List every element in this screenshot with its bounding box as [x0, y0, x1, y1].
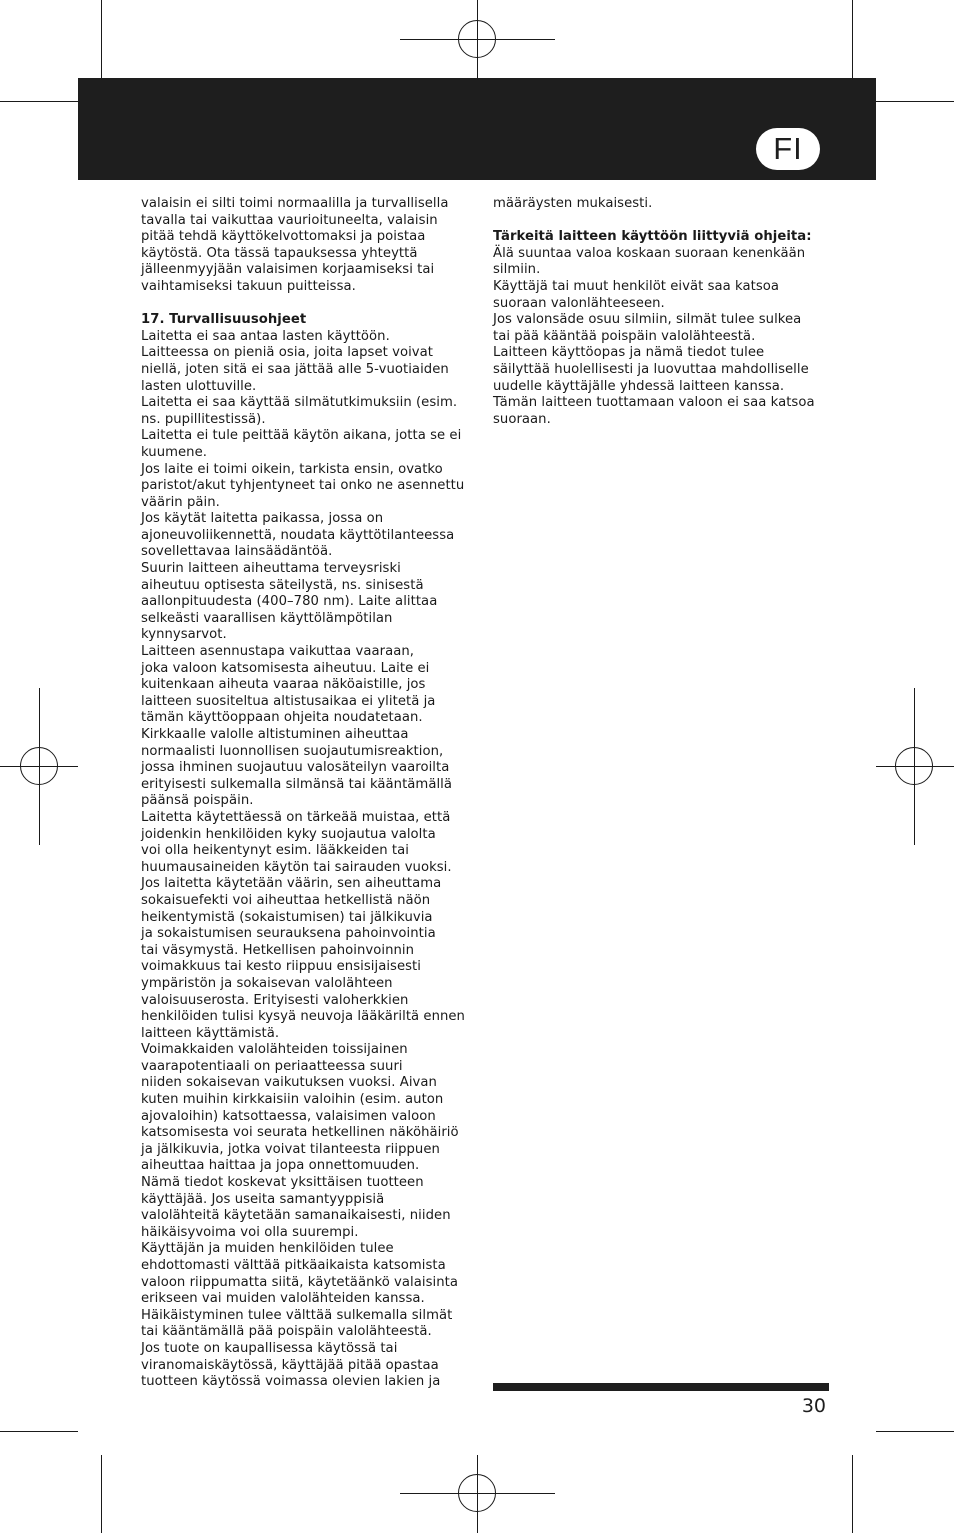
text-line: laitteen käyttämistä. — [141, 1025, 280, 1041]
text-line: valaisin ei silti toimi normaalilla ja turvallisella — [141, 196, 449, 211]
text-line: säilyttää huolellisesti ja luovuttaa mahdolliselle — [493, 361, 809, 377]
footer-rule — [493, 1383, 829, 1391]
safety-instructions — [141, 329, 486, 1391]
text-line: sovellettavaa lainsäädäntöä. — [141, 544, 333, 560]
text-line: lasten ulottuville. — [141, 378, 257, 394]
text-line: käyttäjää. Jos useita samantyyppisiä — [141, 1191, 385, 1207]
registration-circle — [895, 747, 933, 785]
text-line: Kirkkaalle valolle altistuminen aiheuttaa — [141, 727, 409, 742]
text-line: tavalla tai vaikuttaa vaurioituneelta, valaisin — [141, 212, 438, 228]
text-line: Laitetta ei saa käyttää silmätutkimuksiin (esim. — [141, 395, 458, 411]
text-line: kynnysarvot. — [141, 627, 227, 643]
text-line: joidenkin henkilöiden kyky suojautua valolta — [141, 826, 436, 842]
text-line: ja sokaistumisen seurauksena pahoinvointia — [141, 926, 436, 942]
text-line: Voimakkaiden valolähteiden toissijainen — [141, 1042, 408, 1058]
text-line: heikentymistä (sokaistumisen) tai jälkikuvia — [141, 909, 433, 925]
paragraph-gap — [141, 296, 486, 313]
text-line: sokaisuefekti voi aiheuttaa hetkellistä näön — [141, 892, 431, 908]
text-line: Älä suuntaa valoa koskaan suoraan kenenkään — [493, 245, 806, 261]
text-line: väärin päin. — [141, 494, 220, 510]
text-line: Jos valonsäde osuu silmiin, silmät tulee sulkea — [493, 312, 802, 328]
text-line: Tämän laitteen tuottamaan valoon ei saa katsoa — [493, 395, 815, 411]
text-line: jälleenmyyjään valaisimen korjaamiseksi tai — [141, 262, 435, 278]
text-line: silmiin. — [493, 262, 541, 278]
section-heading: Tärkeitä laitteen käyttöön liittyviä ohjeita: — [493, 229, 812, 245]
language-badge: FI — [756, 128, 820, 170]
text-line: ajoneuvoliikennettä, noudata käyttötilanteessa — [141, 527, 455, 543]
text-line: ympäristön ja sokaisevan valolähteen — [141, 975, 393, 991]
text-line: tai väsymystä. Hetkellisen pahoinvoinnin — [141, 942, 415, 958]
text-line: vaarapotentiaali on periaatteessa suuri — [141, 1058, 403, 1074]
text-line: aiheutuu optisesta säteilystä, ns. sinisestä — [141, 577, 424, 593]
text-line: uudelle käyttäjälle yhdessä laitteen kanssa. — [493, 378, 785, 394]
text-line: tuotteen käytössä voimassa olevien lakien ja — [141, 1374, 441, 1390]
text-line: Häikäistyminen tulee välttää sulkemalla silmät — [141, 1307, 453, 1323]
crop-mark — [0, 101, 78, 102]
text-line: selkeästi vaarallisen käyttölämpötilan — [141, 610, 393, 626]
text-line: Laitteessa on pieniä osia, joita lapset voivat — [141, 345, 433, 361]
text-line: henkilöiden tulisi kysyä neuvoja lääkäriltä ennen — [141, 1009, 465, 1025]
text-line: erityisesti sulkemalla silmänsä tai kääntämällä — [141, 776, 453, 792]
text-line: erikseen vai muiden valolähteiden kanssa. — [141, 1291, 425, 1307]
text-line: Laitetta ei saa antaa lasten käyttöön. — [141, 328, 390, 344]
continuation-line: määräysten mukaisesti. — [493, 196, 653, 211]
text-line: Laitteen käyttöopas ja nämä tiedot tulee — [493, 345, 765, 361]
text-line: aallonpituudesta (400–780 nm). Laite alittaa — [141, 594, 438, 610]
crop-mark — [852, 1455, 853, 1533]
crop-mark — [0, 1431, 78, 1432]
text-line: ns. pupillitestissä). — [141, 411, 266, 427]
text-line: suoraan. — [493, 411, 551, 427]
text-line: Jos tuote on kaupallisessa käytössä tai — [141, 1340, 398, 1356]
text-line: Jos laite ei toimi oikein, tarkista ensin, ovatko — [141, 461, 443, 477]
text-line: suoraan valonlähteeseen. — [493, 295, 665, 311]
text-line: viranomaiskäytössä, käyttäjää pitää opastaa — [141, 1357, 439, 1373]
crop-mark — [101, 1455, 102, 1533]
text-line: pitää tehdä käyttökelvottomaksi ja poistaa — [141, 229, 426, 245]
text-line: kuten muihin kirkkaisiin valoihin (esim. auton — [141, 1092, 444, 1108]
section-heading: 17. Turvallisuusohjeet — [141, 312, 307, 328]
text-line: aiheuttaa haittaa ja jopa onnettomuuden. — [141, 1158, 420, 1174]
right-column — [493, 196, 833, 428]
text-line: laitteen suositeltua altistusaikaa ei ylitetä ja — [141, 693, 436, 709]
text-line: Nämä tiedot koskevat yksittäisen tuotteen — [141, 1175, 424, 1191]
text-line: ajovaloihin) katsottaessa, valaisimen valoon — [141, 1108, 436, 1124]
text-line: ja jälkikuvia, jotka voivat tilanteesta riippuen — [141, 1141, 440, 1157]
page-number: 30 — [801, 1395, 826, 1417]
usage-instructions — [493, 246, 833, 429]
text-line: Jos käytät laitetta paikassa, jossa on — [141, 511, 384, 527]
text-line: päänsä poispäin. — [141, 793, 254, 809]
text-line: ehdottomasti välttää pitkäaikaista katsomista — [141, 1258, 446, 1273]
text-line: Laitteen asennustapa vaikuttaa vaaraan, — [141, 644, 415, 660]
crop-mark — [852, 0, 853, 78]
text-line: Suurin laitteen aiheuttama terveysriski — [141, 561, 401, 577]
text-line: voimakkuus tai kesto riippuu ensisijaisesti — [141, 959, 421, 975]
text-line: niiden sokaisevan vaikutuksen vuoksi. Aivan — [141, 1075, 437, 1091]
text-line: joka valoon katsomisesta aiheutuu. Laite ei — [141, 660, 430, 676]
text-line: valolähteitä käytetään samanaikaisesti, niiden — [141, 1208, 451, 1224]
text-line: huumausaineiden käytön tai sairauden vuoksi. — [141, 859, 452, 875]
crop-mark — [876, 101, 954, 102]
text-line: Laitetta ei tule peittää käytön aikana, jotta se ei — [141, 428, 462, 444]
registration-circle — [20, 747, 58, 785]
crop-mark — [876, 1431, 954, 1432]
text-line: Jos laitetta käytetään väärin, sen aiheuttama — [141, 876, 442, 892]
header-bar — [78, 78, 876, 180]
text-line: niellä, joten sitä ei saa jättää alle 5-vuotiaiden — [141, 361, 449, 377]
text-line: tämän käyttöoppaan ohjeita noudatetaan. — [141, 710, 423, 726]
intro-paragraph — [141, 196, 486, 296]
text-line: tai pää kääntää poispäin valolähteestä. — [493, 328, 756, 344]
text-line: vaihtamiseksi takuun puitteissa. — [141, 278, 356, 294]
text-line: kuitenkaan aiheuta vaaraa näköaistille, jos — [141, 677, 426, 693]
left-column — [141, 196, 486, 1391]
text-line: katsomisesta voi seurata hetkellinen näköhäiriö — [141, 1125, 459, 1141]
text-line: paristot/akut tyhjentyneet tai onko ne asennettu — [141, 478, 465, 494]
text-line: käytöstä. Ota tässä tapauksessa yhteyttä — [141, 245, 418, 261]
text-line: valoisuuserosta. Erityisesti valoherkkien — [141, 992, 409, 1008]
text-line: Käyttäjä tai muut henkilöt eivät saa katsoa — [493, 278, 779, 294]
text-line: normaalisti luonnollisen suojautumisreaktion, — [141, 743, 444, 759]
registration-circle — [458, 1474, 496, 1512]
text-line: tai kääntämällä pää poispäin valolähteestä. — [141, 1324, 432, 1340]
registration-circle — [458, 20, 496, 58]
text-line: kuumene. — [141, 444, 207, 460]
crop-mark — [101, 0, 102, 78]
text-line: jossa ihminen suojautuu valosäteilyn vaaroilta — [141, 760, 450, 776]
text-line: voi olla heikentynyt esim. lääkkeiden tai — [141, 843, 409, 859]
text-line: Laitetta käytettäessä on tärkeää muistaa, että — [141, 809, 451, 825]
text-line: häikäisyvoima voi olla suurempi. — [141, 1224, 359, 1240]
paragraph-gap — [493, 213, 833, 230]
text-line: Käyttäjän ja muiden henkilöiden tulee — [141, 1241, 394, 1257]
text-line: valoon riippumatta siitä, käytetäänkö valaisinta — [141, 1274, 458, 1290]
